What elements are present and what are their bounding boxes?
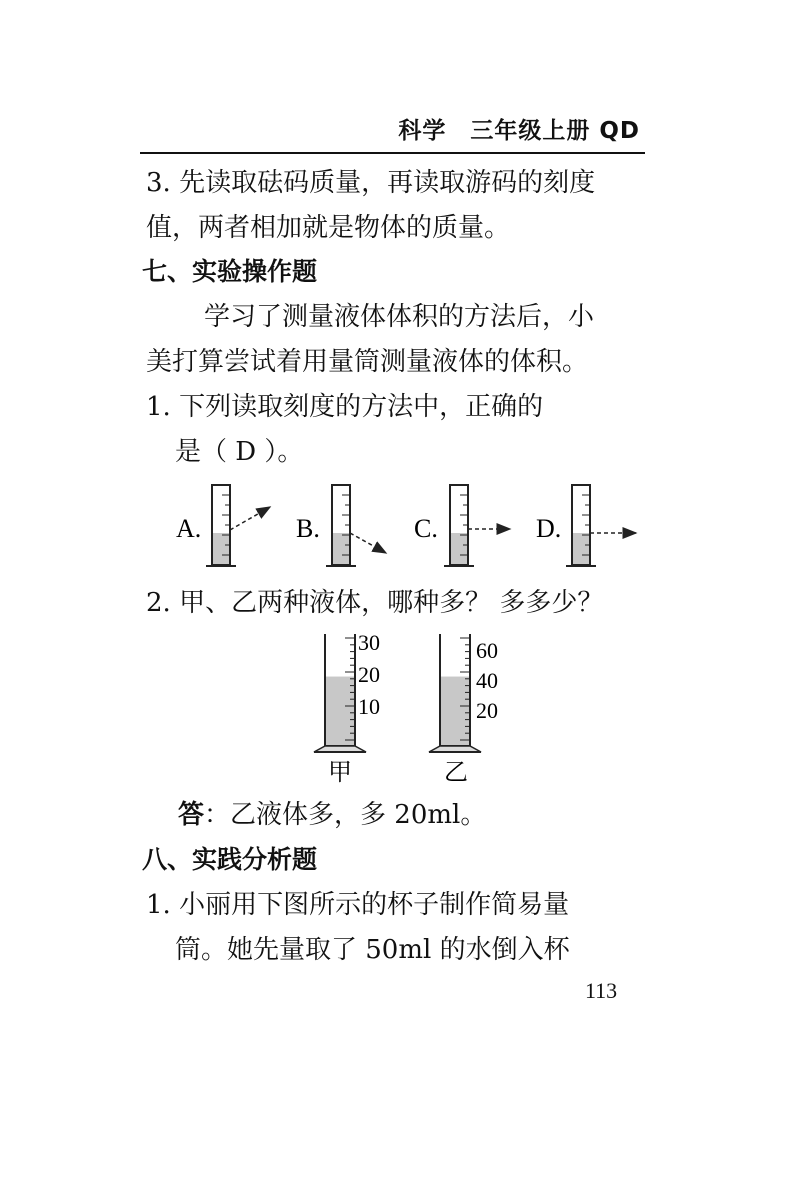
item-3-line-2: 值，两者相加就是物体的质量。 — [146, 213, 511, 243]
question-1-line-1: 1. 下列读取刻度的方法中，正确的 — [146, 392, 544, 422]
option-a-label: A. — [176, 514, 202, 543]
cylinder-yi — [429, 634, 498, 786]
option-b — [296, 485, 386, 566]
cylinder-a-icon — [206, 485, 236, 566]
jia-liquid-fill — [326, 677, 354, 746]
yi-liquid-fill — [441, 677, 469, 746]
question-2-line: 2. 甲、乙两种液体，哪种多？ 多多少？ — [146, 588, 604, 618]
answer-label: 答 — [178, 800, 205, 830]
cylinder-b-icon — [326, 485, 356, 566]
cylinder-c-icon — [444, 485, 474, 566]
jia-name-label: 甲 — [328, 760, 352, 786]
sight-line-b — [350, 533, 386, 553]
cylinder-d-icon — [566, 485, 596, 566]
page-header: 科学 三年级上册 QD — [398, 118, 640, 144]
option-a — [176, 485, 270, 566]
yi-tick-label-60: 60 — [476, 638, 498, 663]
answer-text: ：乙液体多，多 20ml。 — [204, 800, 487, 830]
yi-tick-label-20: 20 — [476, 698, 498, 723]
jia-tick-label-20: 20 — [358, 662, 380, 687]
jia-tick-label-10: 10 — [358, 694, 380, 719]
section-7-heading: 七、实验操作题 — [142, 257, 318, 286]
practice-1-line-2: 筒。她先量取了 50ml 的水倒入杯 — [175, 935, 570, 965]
jia-tick-label-30: 30 — [358, 630, 380, 655]
item-3-line-1: 3. 先读取砝码质量，再读取游码的刻度 — [146, 168, 596, 198]
measuring-cylinders-figure — [300, 630, 530, 790]
answer-line — [178, 800, 486, 830]
yi-name-label: 乙 — [444, 760, 468, 786]
option-c-label: C. — [414, 514, 438, 543]
option-b-label: B. — [296, 514, 320, 543]
section-8-heading: 八、实践分析题 — [142, 845, 318, 874]
sight-line-a — [230, 507, 270, 530]
option-d-label: D. — [536, 514, 562, 543]
section-7-intro-line-2: 美打算尝试着用量筒测量液体的体积。 — [146, 347, 589, 377]
cylinder-jia — [314, 630, 380, 786]
page-number: 113 — [585, 978, 618, 1003]
question-1-line-2: 是（ D ）。 — [175, 437, 304, 467]
yi-tick-label-40: 40 — [476, 668, 498, 693]
option-d — [536, 485, 636, 566]
header-rule — [140, 152, 645, 154]
reading-methods-figure — [170, 475, 650, 575]
section-7-intro-line-1: 学习了测量液体体积的方法后，小 — [204, 302, 595, 332]
option-c — [414, 485, 510, 566]
practice-1-line-1: 1. 小丽用下图所示的杯子制作简易量 — [146, 890, 570, 920]
